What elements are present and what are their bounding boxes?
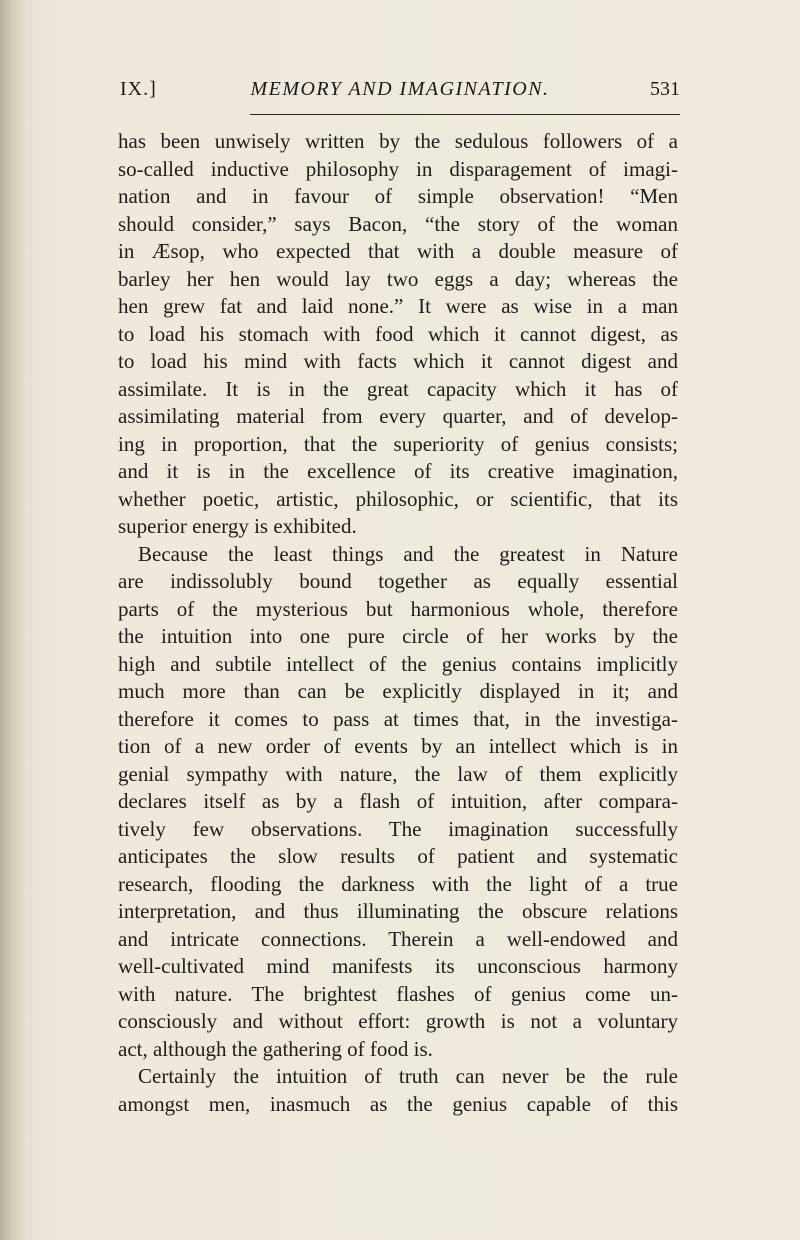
text-line: and intricate connections. Therein a well-endowed and [118,926,678,951]
text-line: well-cultivated mind manifests its unconscious harmony [118,954,678,978]
text-line: the intuition into one pure circle of her works by the [118,624,678,648]
text-line: hen grew fat and laid none.” It were as wise in a man [118,294,678,318]
text-line: assimilate. It is in the great capacity which it has of [118,376,678,401]
text-line: research, flooding the darkness with the light of a true [118,871,678,896]
chapter-number: IX.] [120,78,157,100]
running-title: MEMORY AND IMAGINATION. [250,78,550,100]
running-head [120,78,680,112]
text-line: has been unwisely written by the sedulous followers of a [118,129,678,153]
text-line: tion of a new order of events by an intellect which is in [118,734,678,758]
paragraph-first-line: Because the least things and the greatest in Nature [138,541,678,566]
text-line: barley her hen would lay two eggs a day; whereas the [118,266,678,291]
header-rule [250,114,680,115]
text-line: much more than can be explicitly displayed in it; and [118,679,678,703]
text-line: and it is in the excellence of its creative imagination, [118,459,678,483]
body-text [118,128,678,1118]
text-line: tively few observations. The imagination successfully [118,816,678,841]
text-line: with nature. The brightest flashes of genius come un- [118,981,678,1006]
text-line: in Æsop, who expected that with a double measure of [118,239,678,263]
text-line: are indissolubly bound together as equally essential [118,569,678,593]
text-line: act, although the gathering of food is. [118,1036,433,1061]
text-line: consciously and without effort: growth is not a voluntary [118,1009,678,1033]
text-line: parts of the mysterious but harmonious whole, therefore [118,596,678,621]
text-line: anticipates the slow results of patient and systematic [118,844,678,868]
text-line: interpretation, and thus illuminating the obscure relations [118,899,678,923]
text-line: to load his mind with facts which it cannot digest and [118,349,678,373]
text-line: ing in proportion, that the superiority of genius consists; [118,431,678,456]
page-gutter-shadow [0,0,26,1240]
text-line: amongst men, inasmuch as the genius capable of this [118,1091,678,1116]
text-line: whether poetic, artistic, philosophic, or scientific, that its [118,486,678,511]
page-number: 531 [650,78,680,100]
text-line: assimilating material from every quarter, and of develop- [118,404,678,428]
paragraph-first-line: Certainly the intuition of truth can never be the rule [138,1064,678,1088]
text-line: should consider,” says Bacon, “the story of the woman [118,211,678,236]
text-line: so-called inductive philosophy in disparagement of imagi- [118,156,678,181]
text-line: genial sympathy with nature, the law of them explicitly [118,761,678,786]
text-line: nation and in favour of simple observation! “Men [118,184,678,208]
text-line: superior energy is exhibited. [118,514,357,538]
text-line: therefore it comes to pass at times that, in the investiga- [118,706,678,731]
text-line: declares itself as by a flash of intuition, after compara- [118,789,678,813]
text-line: high and subtile intellect of the genius contains implicitly [118,651,678,676]
text-line: to load his stomach with food which it cannot digest, as [118,321,678,346]
